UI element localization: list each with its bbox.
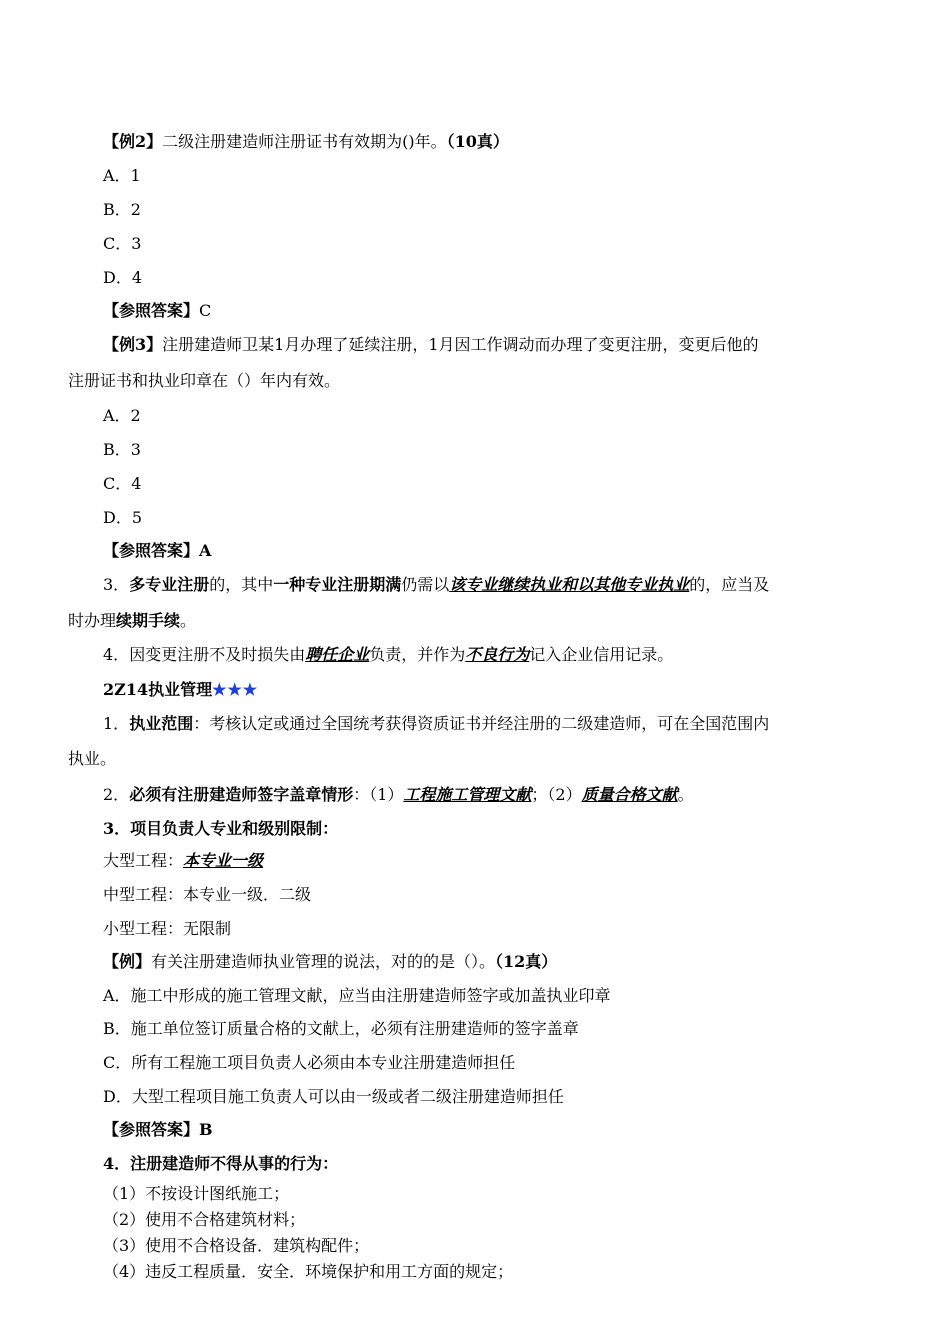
example-3-answer <box>103 540 950 562</box>
option: A．1 <box>103 166 141 185</box>
answer-label: 【参照答案】 <box>103 541 200 560</box>
example-label: 【例3】 <box>103 335 163 354</box>
answer-value: A <box>199 541 212 560</box>
option: C．4 <box>103 474 142 493</box>
question-text-continued: 注册证书和执业印章在（）年内有效。 <box>68 371 341 390</box>
paragraph-3-continued: 时办理续期手续。 <box>68 611 197 630</box>
paragraph-4: 4．因变更注册不及时损失由聘任企业负责，并作为不良行为记入企业信用记录。 <box>103 645 674 664</box>
item-1: 1．执业范围：考核认定或通过全国统考获得资质证书并经注册的二级建造师，可在全国范围内 <box>103 714 770 733</box>
option: A．施工中形成的施工管理文献，应当由注册建造师签字或加盖执业印章 <box>103 986 611 1005</box>
option: D．4 <box>103 268 143 287</box>
list-item: （1）不按设计图纸施工； <box>103 1184 290 1203</box>
exam-tag: （10真） <box>446 132 509 151</box>
star-rating-icon: ★★★ <box>212 680 259 699</box>
exam-tag: （12真） <box>495 952 558 971</box>
paragraph-3: 3．多专业注册的，其中一种专业注册期满仍需以该专业继续执业和以其他专业执业的，应当及 <box>103 575 770 594</box>
answer-value: C <box>199 301 212 320</box>
option: B．2 <box>103 200 141 219</box>
example-4-question <box>103 951 950 973</box>
option: C．3 <box>103 234 142 253</box>
question-text: 二级注册建造师注册证书有效期为()年。 <box>162 132 447 151</box>
question-text: 有关注册建造师执业管理的说法，对的的是（）。 <box>151 952 496 971</box>
item-1-continued: 执业。 <box>68 749 117 768</box>
example-label: 【例2】 <box>103 132 163 151</box>
small-project-rule: 小型工程：无限制 <box>103 919 232 938</box>
example-2-answer <box>103 300 950 322</box>
medium-project-rule: 中型工程：本专业一级．二级 <box>103 885 312 904</box>
list-item: （3）使用不合格设备．建筑构配件； <box>103 1236 370 1255</box>
example-4-answer <box>103 1119 950 1141</box>
example-3-question <box>103 334 950 356</box>
option: C．所有工程施工项目负责人必须由本专业注册建造师担任 <box>103 1053 516 1072</box>
answer-label: 【参照答案】 <box>103 301 200 320</box>
option: D．大型工程项目施工负责人可以由一级或者二级注册建造师担任 <box>103 1087 564 1106</box>
option: D．5 <box>103 508 143 527</box>
section-heading <box>103 679 950 701</box>
example-label: 【例】 <box>103 952 152 971</box>
option: B．施工单位签订质量合格的文献上，必须有注册建造师的签字盖章 <box>103 1019 579 1038</box>
section-title: 2Z14执业管理 <box>103 680 213 699</box>
option: B．3 <box>103 440 141 459</box>
option: A．2 <box>103 406 141 425</box>
answer-value: B <box>199 1120 213 1139</box>
item-4-title: 4．注册建造师不得从事的行为： <box>103 1154 339 1173</box>
list-item: （2）使用不合格建筑材料； <box>103 1210 306 1229</box>
large-project-rule: 大型工程：本专业一级 <box>103 851 264 870</box>
list-item: （4）违反工程质量．安全．环境保护和用工方面的规定； <box>103 1262 514 1281</box>
item-2: 2．必须有注册建造师签字盖章情形：（1）工程施工管理文献；（2）质量合格文献。 <box>103 785 694 804</box>
question-text: 注册建造师卫某1月办理了延续注册，1月因工作调动而办理了变更注册，变更后他的 <box>162 335 759 354</box>
item-3: 3．项目负责人专业和级别限制： <box>103 819 339 838</box>
example-2-question <box>103 131 950 153</box>
answer-label: 【参照答案】 <box>103 1120 200 1139</box>
